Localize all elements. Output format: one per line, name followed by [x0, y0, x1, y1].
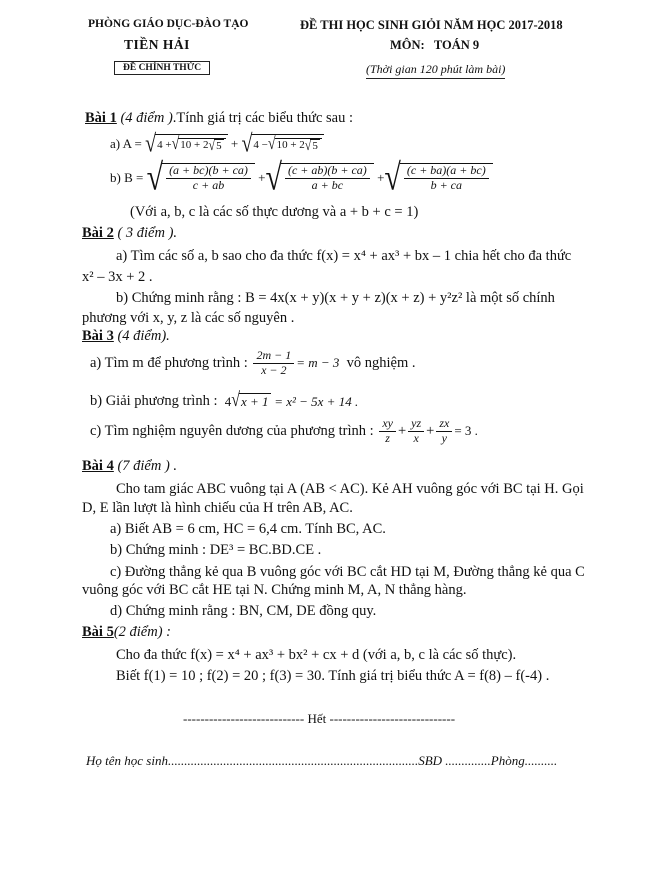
bai3-b-rhs: = x² − 5x + 14 .	[274, 393, 359, 409]
official-badge: ĐỀ CHÍNH THỨC	[114, 61, 210, 75]
bai3-c-d1: z	[385, 430, 390, 445]
bai3-a-den: x − 2	[261, 362, 287, 377]
bai3-a-post: vô nghiệm .	[346, 354, 416, 371]
bai3-part-c: c) Tìm nghiệm nguyên dương của phương trình : $\frac{xy}{z}$ + $\frac{yz}{x}$ + $\frac{zx}{y}$ = 3 .	[90, 416, 478, 445]
bai2-heading	[82, 225, 177, 242]
bai3-c-pre: c) Tìm nghiệm nguyên dương của phương trình :	[90, 422, 374, 439]
bai4-intro-2: D, E lần lượt là hình chiếu của H trên AB, AC.	[82, 500, 353, 516]
bai3-b-radicand: x + 1	[241, 394, 269, 409]
bai4-part-a: a) Biết AB = 6 cm, HC = 6,4 cm. Tính BC, AC.	[110, 521, 386, 537]
bai3-c-n1: xy	[379, 417, 396, 432]
bai4-title: Bài 4	[82, 458, 114, 474]
bai3-title: Bài 3	[82, 328, 114, 344]
bai2-part-b-cont: phương với x, y, z là các số nguyên .	[82, 310, 295, 326]
subject-line	[390, 38, 479, 53]
bai1-intro: .Tính giá trị các biểu thức sau :	[172, 110, 353, 126]
student-info-line: Họ tên học sinh.............................................................................SBD ..............Phòng..........	[86, 753, 558, 768]
bai1-points: (4 điểm )	[120, 110, 173, 126]
b-den-3: b + ca	[430, 178, 463, 192]
bai1-b-label: b) B =	[110, 170, 144, 185]
district-name: TIỀN HẢI	[124, 37, 190, 52]
b-term-1: √ $\frac{(a + bc)(b + ca)}{c + ab}$	[147, 163, 255, 193]
bai1-a-label: a) A =	[110, 136, 142, 151]
bai3-part-b: b) Giải phương trình : 4 √ x + 1 = x² − 5x + 14 .	[90, 389, 359, 411]
sqrt-expression-2: √ 4 − √ 10 + 2 √ 5	[241, 134, 323, 154]
bai3-a-rhs: = m − 3	[296, 355, 340, 371]
bai4-part-c-1: c) Đường thẳng kẻ qua B vuông góc với BC cắt HD tại M, Đường thẳng kẻ qua C	[110, 564, 585, 580]
bai5-line-1: Cho đa thức f(x) = x⁴ + ax³ + bx² + cx + d (với a, b, c là các số thực).	[116, 647, 517, 663]
bai5-title: Bài 5	[82, 624, 114, 640]
bai1-heading	[85, 110, 353, 127]
bai5-points: (2 điểm) :	[113, 624, 171, 640]
bai2-part-b: b) Chứng minh rằng : B = 4x(x + y)(x + y + z)(x + z) + y²z² là một số chính	[116, 290, 555, 306]
exam-duration: (Thời gian 120 phút làm bài)	[366, 62, 505, 79]
bai3-b-lhs: 4	[224, 393, 232, 409]
bai2-points: ( 3 điểm ).	[117, 225, 178, 241]
exam-title: ĐỀ THI HỌC SINH GIỎI NĂM HỌC 2017-2018	[300, 18, 563, 32]
bai1-part-a: a) A = √ 4 + √ 10 + 2 √ 5 + √ 4 − √ 10 + 2 √ 5	[110, 134, 324, 154]
bai2-part-a-cont: x² – 3x + 2 .	[82, 269, 153, 285]
bai2-title: Bài 2	[82, 225, 114, 241]
bai3-points: (4 điểm).	[117, 328, 170, 344]
bai5-line-2: Biết f(1) = 10 ; f(2) = 20 ; f(3) = 30. Tính giá trị biểu thức A = f(8) – f(-4) .	[116, 668, 550, 684]
bai1-note: (Với a, b, c là các số thực dương và a + b + c = 1)	[130, 204, 419, 220]
bai3-a-num: 2m − 1	[253, 349, 294, 364]
bai3-c-n2: yz	[408, 417, 424, 432]
bai3-c-n3: zx	[436, 417, 452, 432]
bai1-title: Bài 1	[85, 110, 117, 126]
end-marker: ---------------------------- Hết -----------------------------	[183, 711, 456, 726]
bai4-part-c-2: vuông góc với BC cắt HE tại N. Chứng minh M, A, N thẳng hàng.	[82, 582, 467, 598]
b-term-2: √ $\frac{(c + ab)(b + ca)}{a + bc}$	[266, 163, 374, 193]
bai3-part-a	[90, 349, 416, 378]
subject-name: TOÁN 9	[433, 38, 480, 52]
b-num-3: (c + ba)(a + bc)	[404, 164, 489, 179]
bai4-part-b: b) Chứng minh : DE³ = BC.BD.CE .	[110, 542, 322, 558]
bai4-heading	[82, 458, 177, 475]
b-term-3: √ $\frac{(c + ba)(a + bc)}{b + ca}$	[384, 163, 492, 193]
b-den-2: a + bc	[311, 178, 344, 192]
bai1-part-b: b) B = √ $\frac{(a + bc)(b + ca)}{c + ab}$ + √ $\frac{(c + ab)(b + ca)}{a + bc}$ + √ $\frac{(c + ba)(a + bc)}{b + ca}$	[110, 163, 493, 193]
subject-label: MÔN:	[390, 38, 425, 52]
bai3-a-pre: a) Tìm m để phương trình :	[90, 354, 248, 371]
bai4-points: (7 điểm ) .	[117, 458, 178, 474]
department-name: PHÒNG GIÁO DỤC-ĐÀO TẠO	[88, 18, 249, 30]
b-num-1: (a + bc)(b + ca)	[166, 164, 251, 179]
b-den-1: c + ab	[192, 178, 225, 192]
bai4-intro-1: Cho tam giác ABC vuông tại A (AB < AC). Kẻ AH vuông góc với BC tại H. Gọi	[116, 481, 584, 497]
bai5-heading	[82, 624, 171, 641]
bai3-c-d3: y	[441, 430, 447, 445]
bai3-heading	[82, 328, 170, 345]
bai4-part-d: d) Chứng minh rằng : BN, CM, DE đồng quy.	[110, 603, 377, 619]
bai3-c-d2: x	[413, 430, 419, 445]
bai2-part-a: a) Tìm các số a, b sao cho đa thức f(x) = x⁴ + ax³ + bx – 1 chia hết cho đa thức	[116, 248, 572, 264]
sqrt-expression-1: √ 4 + √ 10 + 2 √ 5	[145, 134, 227, 154]
bai3-b-pre: b) Giải phương trình :	[90, 393, 218, 409]
bai3-c-rhs: = 3 .	[454, 423, 478, 439]
b-num-2: (c + ab)(b + ca)	[285, 164, 370, 179]
